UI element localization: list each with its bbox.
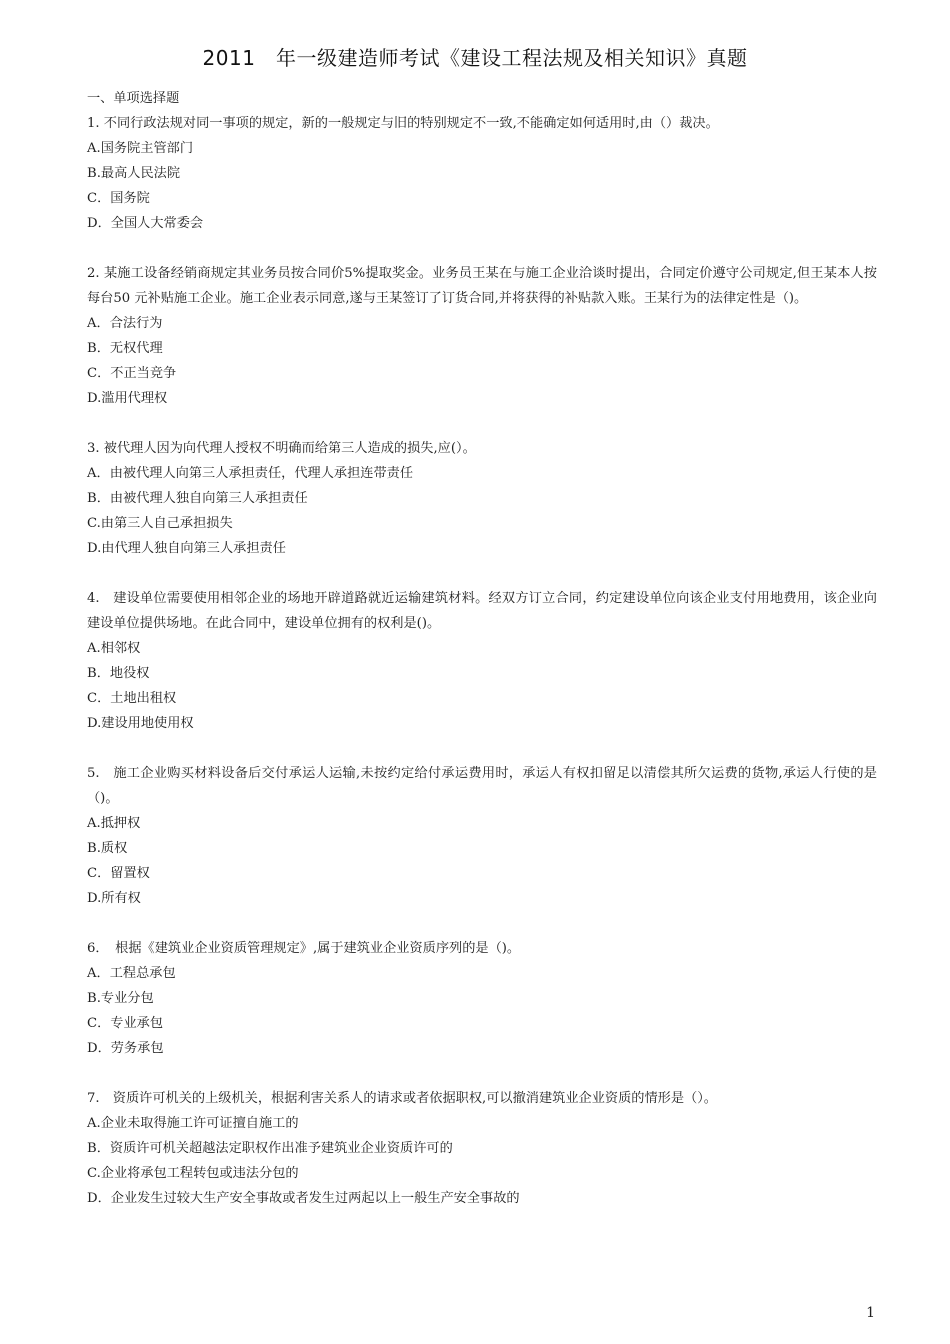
option-c: C．国务院 xyxy=(87,191,150,206)
question-6 xyxy=(87,936,877,1061)
option-c: C．专业承包 xyxy=(87,1016,164,1031)
question-stem: 7. 资质许可机关的上级机关，根据利害关系人的请求或者依据职权,可以撤消建筑业企业资质的情形是（）。 xyxy=(87,1091,717,1106)
option-c: C．留置权 xyxy=(87,866,150,881)
page-number: 1 xyxy=(866,1305,875,1321)
option-d: D.建设用地使用权 xyxy=(87,716,194,731)
option-d: D．劳务承包 xyxy=(87,1041,164,1056)
option-d: D．全国人大常委会 xyxy=(87,216,204,231)
question-7 xyxy=(87,1086,877,1211)
option-d: D.滥用代理权 xyxy=(87,391,168,406)
question-3 xyxy=(87,436,877,561)
section-label: 一、单项选择题 xyxy=(87,91,180,106)
question-stem: 6． 根据《建筑业企业资质管理规定》,属于建筑业企业资质序列的是（)。 xyxy=(87,941,521,956)
question-1 xyxy=(87,111,877,236)
option-a: A．合法行为 xyxy=(87,316,163,331)
option-b: B.质权 xyxy=(87,841,128,856)
option-d: D.由代理人独自向第三人承担责任 xyxy=(87,541,286,556)
option-c: C．不正当竞争 xyxy=(87,366,177,381)
question-4 xyxy=(87,586,877,736)
option-b: B．无权代理 xyxy=(87,341,163,356)
question-5 xyxy=(87,761,877,911)
question-stem: 3. 被代理人因为向代理人授权不明确而给第三人造成的损失,应(）。 xyxy=(87,441,476,456)
question-stem: 4. 建设单位需要使用相邻企业的场地开辟道路就近运输建筑材料。经双方订立合同，约定建设单位向该企业支付用地费用，该企业向建设单位提供场地。在此合同中，建设单位拥有的权利是()。 xyxy=(87,591,877,631)
option-a: A．由被代理人向第三人承担责任，代理人承担连带责任 xyxy=(87,466,414,481)
option-c: C.企业将承包工程转包或违法分包的 xyxy=(87,1166,299,1181)
option-b: B．由被代理人独自向第三人承担责任 xyxy=(87,491,308,506)
question-stem: 1. 不同行政法规对同一事项的规定，新的一般规定与旧的特别规定不一致,不能确定如何适用时,由（）裁决。 xyxy=(87,116,719,131)
option-b: B．地役权 xyxy=(87,666,150,681)
option-d: D．企业发生过较大生产安全事故或者发生过两起以上一般生产安全事故的 xyxy=(87,1191,520,1206)
question-2 xyxy=(87,261,877,411)
exam-content xyxy=(87,86,877,1211)
option-a: A.国务院主管部门 xyxy=(87,141,194,156)
option-b: B.专业分包 xyxy=(87,991,154,1006)
option-d: D.所有权 xyxy=(87,891,141,906)
option-c: C．土地出租权 xyxy=(87,691,177,706)
question-stem: 5. 施工企业购买材料设备后交付承运人运输,未按约定给付承运费用时，承运人有权扣留足以清偿其所欠运费的货物,承运人行使的是（)。 xyxy=(87,766,877,806)
option-a: A.抵押权 xyxy=(87,816,141,831)
question-stem: 2. 某施工设备经销商规定其业务员按合同价5%提取奖金。业务员王某在与施工企业洽谈时提出，合同定价遵守公司规定,但王某本人按每台50 元补贴施工企业。施工企业表示同意,遂与王某签订了订货合同,并将获得的补贴款入账。王某行为的法律定性是（)。 xyxy=(87,266,877,306)
option-b: B.最高人民法院 xyxy=(87,166,181,181)
option-b: B．资质许可机关超越法定职权作出准予建筑业企业资质许可的 xyxy=(87,1141,453,1156)
option-a: A.相邻权 xyxy=(87,641,141,656)
page-title: 2011 年一级建造师考试《建设工程法规及相关知识》真题 xyxy=(202,46,748,70)
option-c: C.由第三人自己承担损失 xyxy=(87,516,233,531)
option-a: A．工程总承包 xyxy=(87,966,176,981)
option-a: A.企业未取得施工许可证擅自施工的 xyxy=(87,1116,299,1131)
